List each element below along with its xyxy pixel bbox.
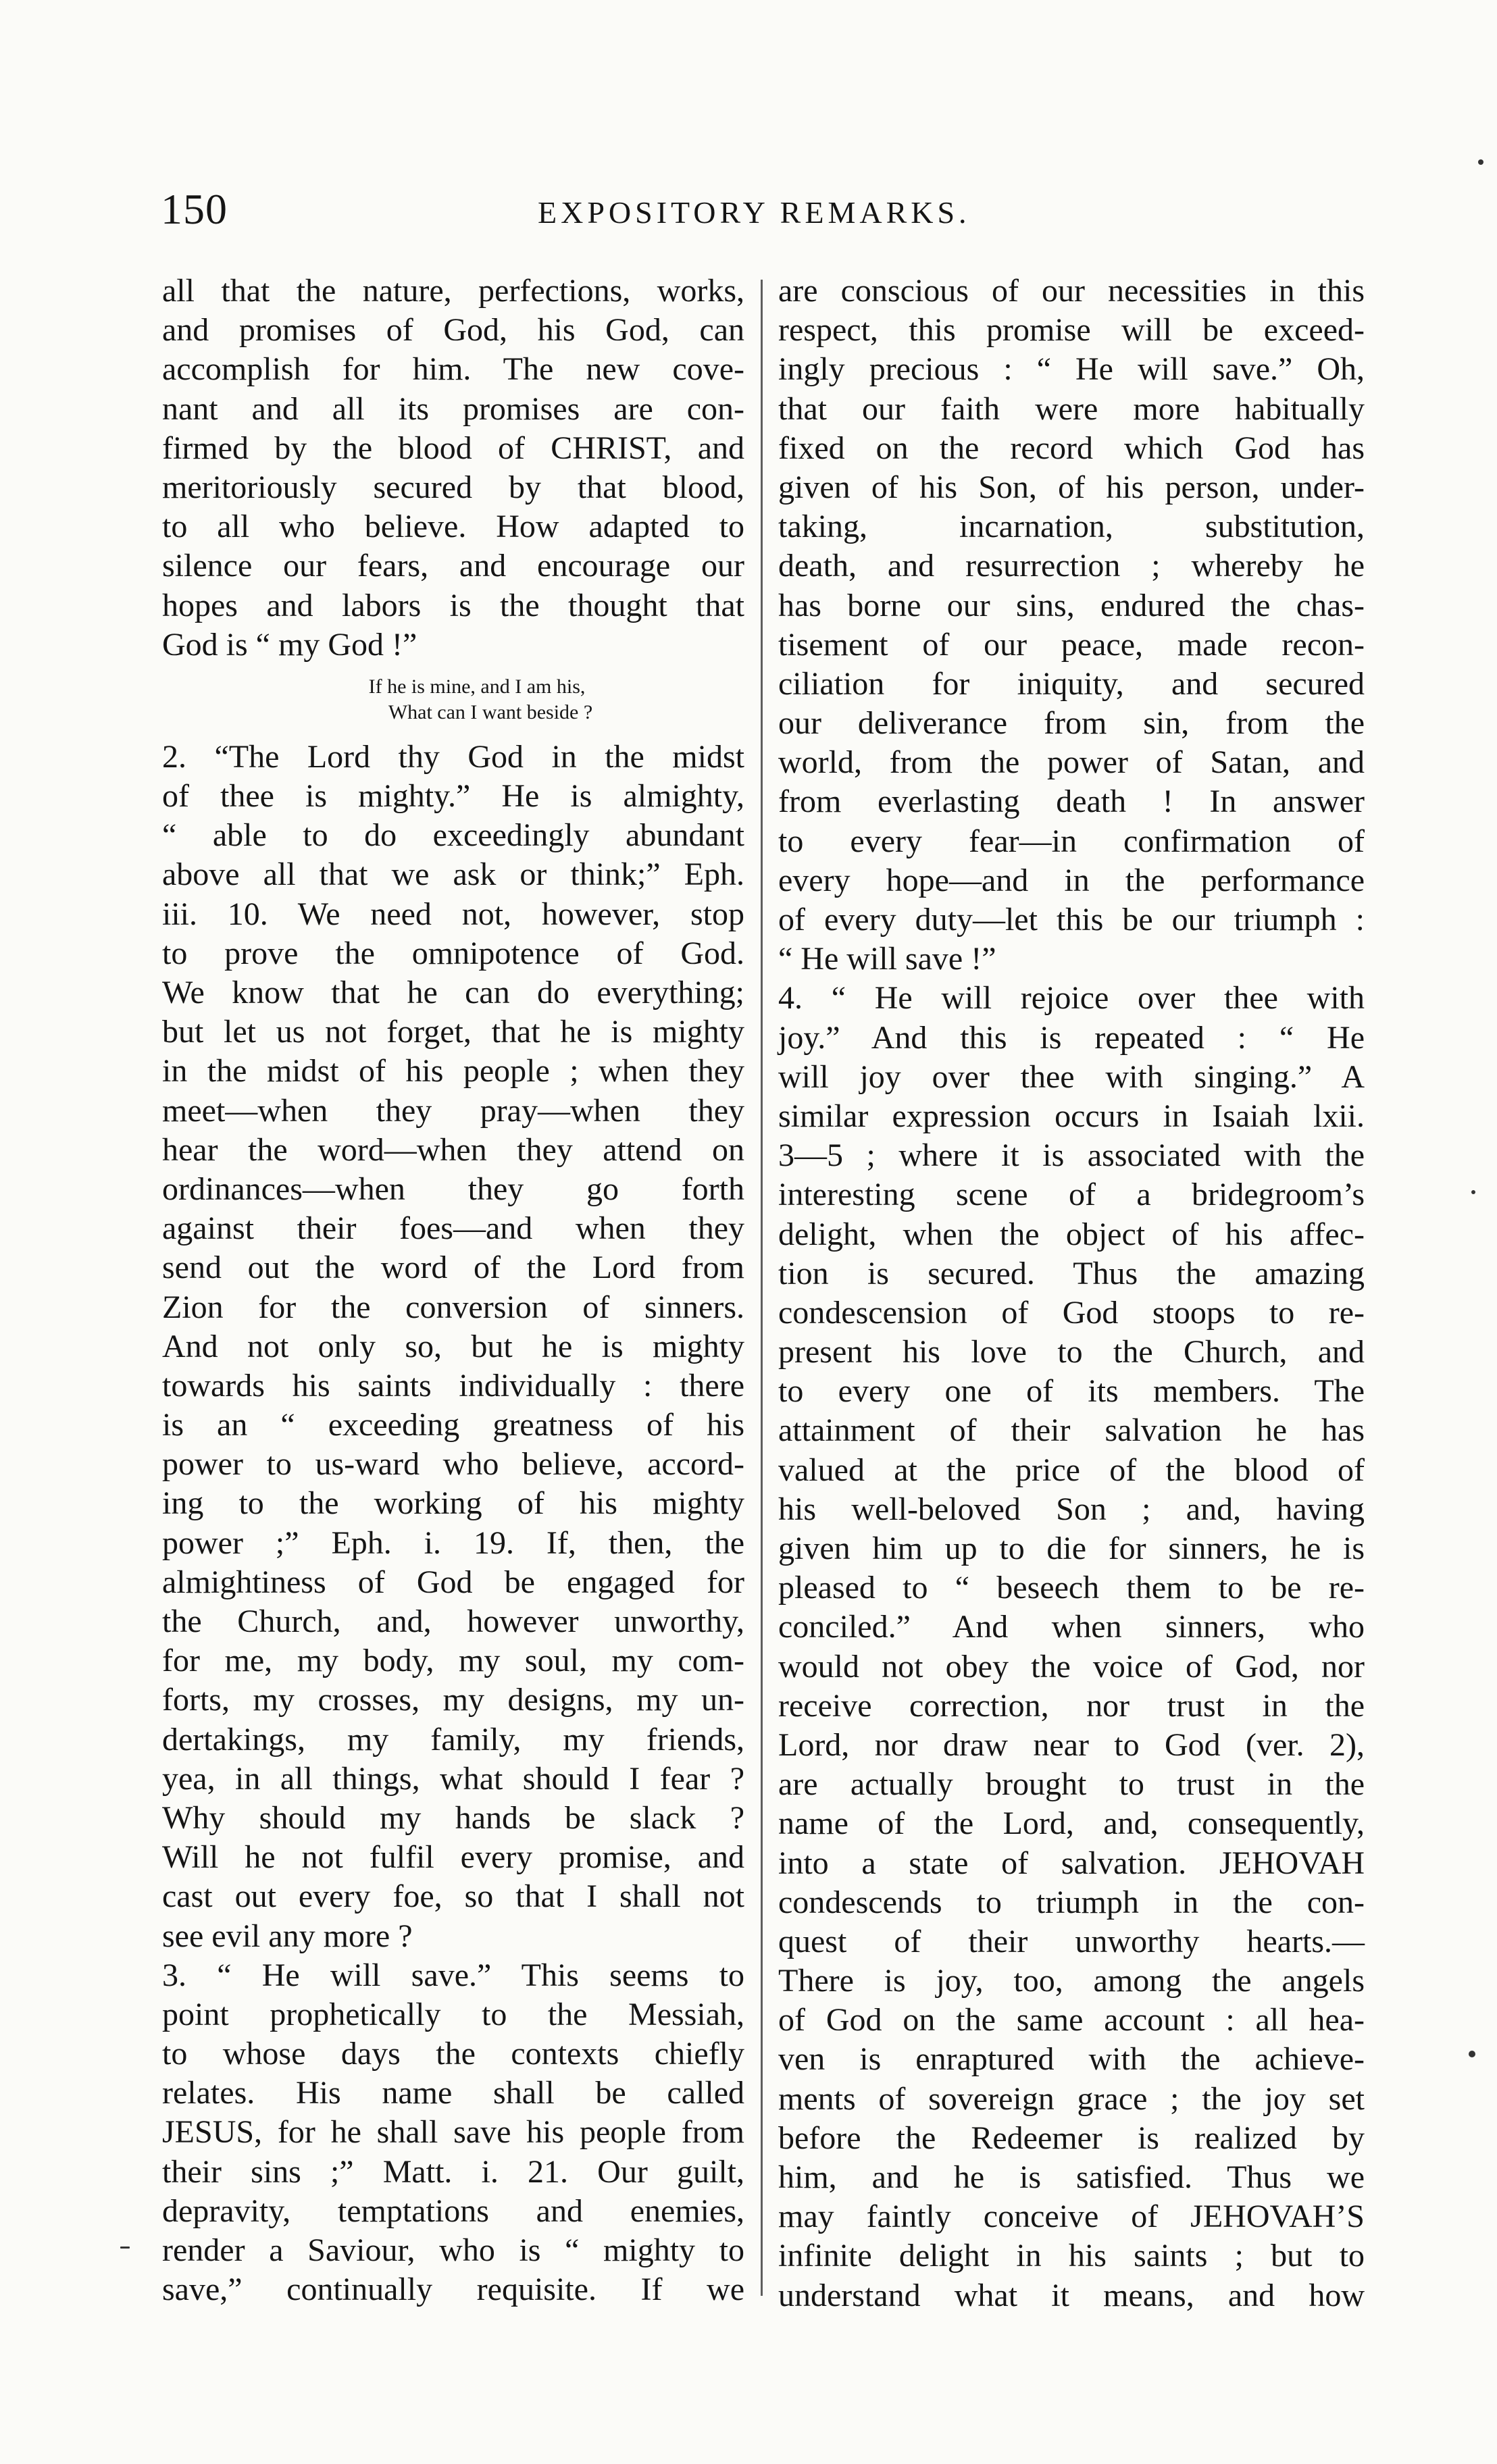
text-line: firmed by the blood of CHRIST, and: [162, 430, 744, 466]
text-line: every hope—and in the performance: [778, 862, 1365, 898]
text-line: forts, my crosses, my designs, my un-: [162, 1682, 744, 1718]
text-line: meritoriously secured by that blood,: [162, 469, 744, 505]
text-line: given of his Son, of his person, under-: [778, 469, 1365, 505]
text-line: receive correction, nor trust in the: [778, 1687, 1365, 1724]
text-line: would not obey the voice of God, nor: [778, 1648, 1365, 1685]
running-head: EXPOSITORY REMARKS.: [538, 195, 971, 230]
text-line: hopes and labors is the thought that: [162, 587, 744, 623]
text-line: his well-beloved Son ; and, having: [778, 1491, 1365, 1527]
text-line: hear the word—when they attend on: [162, 1131, 744, 1168]
text-line: ciliation for iniquity, and secured: [778, 665, 1365, 702]
text-line: There is joy, too, among the angels: [778, 1963, 1365, 1999]
text-line: ingly precious : “ He will save.” Oh,: [778, 351, 1365, 388]
stray-mark: [1478, 159, 1483, 165]
text-line: against their foes—and when they: [162, 1210, 744, 1247]
text-line: power ;” Eph. i. 19. If, then, the: [162, 1524, 744, 1561]
text-line: meet—when they pray—when they: [162, 1092, 744, 1129]
text-line: save,” continually requisite. If we: [162, 2272, 744, 2308]
text-line: infinite delight in his saints ; but to: [778, 2238, 1365, 2274]
text-line: God is “ my God !”: [162, 626, 417, 663]
text-line: their sins ;” Matt. i. 21. Our guilt,: [162, 2153, 744, 2190]
text-line: quest of their unworthy hearts.—: [778, 1923, 1365, 1959]
verse-line: What can I want beside ?: [388, 700, 593, 723]
right-column: [778, 272, 1365, 2315]
text-line: understand what it means, and how: [778, 2277, 1365, 2313]
text-line: conciled.” And when sinners, who: [778, 1609, 1365, 1645]
stray-mark: [120, 2247, 130, 2249]
text-line: Why should my hands be slack ?: [162, 1799, 744, 1836]
text-line: fixed on the record which God has: [778, 430, 1365, 466]
column-rule: [761, 280, 763, 2296]
stray-mark: [1471, 1190, 1475, 1194]
text-line: to prove the omnipotence of God.: [162, 935, 744, 971]
text-line: ordinances—when they go forth: [162, 1171, 744, 1207]
text-line: all that the nature, perfections, works,: [162, 273, 744, 309]
text-line: accomplish for him. The new cove-: [162, 351, 744, 388]
text-line: almightiness of God be engaged for: [162, 1564, 744, 1600]
text-line: We know that he can do everything;: [162, 975, 744, 1010]
text-line: iii. 10. We need not, however, stop: [162, 896, 744, 932]
text-line: power to us-ward who believe, accord-: [162, 1446, 744, 1483]
text-line: that our faith were more habitually: [778, 390, 1365, 427]
text-line: into a state of salvation. JEHOVAH: [778, 1845, 1365, 1881]
text-line: of thee is mighty.” He is almighty,: [162, 778, 744, 815]
text-line: 4. “ He will rejoice over thee with: [778, 980, 1365, 1017]
text-line: tisement of our peace, made recon-: [778, 626, 1365, 663]
text-line: the Church, and, however unworthy,: [162, 1603, 744, 1639]
text-line: before the Redeemer is realized by: [778, 2120, 1365, 2156]
text-line: world, from the power of Satan, and: [778, 744, 1365, 781]
text-line: him, and he is satisfied. Thus we: [778, 2159, 1365, 2195]
verse-quote: [162, 674, 744, 725]
text-line: above all that we ask or think;” Eph.: [162, 856, 744, 893]
text-line: render a Saviour, who is “ mighty to: [162, 2232, 744, 2268]
text-line: 3. “ He will save.” This seems to: [162, 1957, 744, 1993]
text-line: condescends to triumph in the con-: [778, 1884, 1365, 1920]
text-line: silence our fears, and encourage our: [162, 548, 744, 584]
text-line: relates. His name shall be called: [162, 2075, 744, 2111]
text-line: but let us not forget, that he is mighty: [162, 1014, 744, 1050]
text-line: delight, when the object of his affec-: [778, 1216, 1365, 1252]
text-line: ments of sovereign grace ; the joy set: [778, 2080, 1365, 2117]
text-line: “ He will save !”: [778, 941, 996, 977]
text-line: 3—5 ; where it is associated with the: [778, 1137, 1365, 1174]
verse-line: If he is mine, and I am his,: [368, 675, 586, 698]
text-line: similar expression occurs in Isaiah lxii.: [778, 1098, 1365, 1134]
text-line: depravity, temptations and enemies,: [162, 2192, 744, 2229]
text-line: point prophetically to the Messiah,: [162, 1996, 744, 2032]
text-line: nant and all its promises are con-: [162, 390, 744, 427]
text-line: present his love to the Church, and: [778, 1334, 1365, 1370]
text-line: ven is enraptured with the achieve-: [778, 2041, 1365, 2078]
text-line: towards his saints individually : there: [162, 1367, 744, 1404]
text-line: 2. “The Lord thy God in the midst: [162, 738, 744, 775]
text-line: and promises of God, his God, can: [162, 312, 744, 349]
text-line: tion is secured. Thus the amazing: [778, 1255, 1365, 1291]
text-line: pleased to “ beseech them to be re-: [778, 1570, 1365, 1606]
text-line: to every one of its members. The: [778, 1373, 1365, 1410]
text-line: JESUS, for he shall save his people from: [162, 2114, 744, 2151]
text-line: yea, in all things, what should I fear ?: [162, 1760, 744, 1797]
text-line: see evil any more ?: [162, 1918, 413, 1954]
text-line: name of the Lord, and, consequently,: [778, 1805, 1365, 1842]
text-line: may faintly conceive of JEHOVAH’S: [778, 2199, 1365, 2235]
text-line: cast out every foe, so that I shall not: [162, 1878, 744, 1915]
text-line: interesting scene of a bridegroom’s: [778, 1177, 1365, 1213]
text-line: death, and resurrection ; whereby he: [778, 548, 1365, 584]
text-line: joy.” And this is repeated : “ He: [778, 1019, 1365, 1056]
text-line: in the midst of his people ; when they: [162, 1053, 744, 1089]
text-line: to whose days the contexts chiefly: [162, 2036, 744, 2072]
text-line: valued at the price of the blood of: [778, 1452, 1365, 1488]
text-line: respect, this promise will be exceed-: [778, 312, 1365, 349]
text-line: has borne our sins, endured the chas-: [778, 587, 1365, 623]
text-line: to every fear—in confirmation of: [778, 823, 1365, 859]
text-line: send out the word of the Lord from: [162, 1250, 744, 1286]
text-line: given him up to die for sinners, he is: [778, 1531, 1365, 1566]
text-line: of God on the same account : all hea-: [778, 2002, 1365, 2038]
text-line: for me, my body, my soul, my com-: [162, 1643, 744, 1679]
text-line: are actually brought to trust in the: [778, 1766, 1365, 1803]
text-line: of every duty—let this be our triumph :: [778, 902, 1365, 938]
text-line: is an “ exceeding greatness of his: [162, 1407, 744, 1443]
left-column: [162, 272, 744, 2309]
text-line: Lord, nor draw near to God (ver. 2),: [778, 1726, 1365, 1763]
text-line: “ able to do exceedingly abundant: [162, 817, 744, 854]
text-line: taking, incarnation, substitution,: [778, 509, 1365, 545]
text-line: to all who believe. How adapted to: [162, 509, 744, 545]
text-line: And not only so, but he is mighty: [162, 1328, 744, 1364]
text-line: Will he not fulfil every promise, and: [162, 1839, 744, 1876]
text-line: ing to the working of his mighty: [162, 1485, 744, 1522]
text-line: are conscious of our necessities in this: [778, 273, 1365, 309]
text-line: our deliverance from sin, from the: [778, 705, 1365, 742]
page-number: 150: [161, 185, 228, 233]
text-line: from everlasting death ! In answer: [778, 784, 1365, 820]
text-line: attainment of their salvation he has: [778, 1412, 1365, 1449]
stray-mark: [1469, 2051, 1475, 2057]
text-line: Zion for the conversion of sinners.: [162, 1289, 744, 1325]
text-line: condescension of God stoops to re-: [778, 1294, 1365, 1331]
text-line: will joy over thee with singing.” A: [778, 1058, 1365, 1095]
text-line: dertakings, my family, my friends,: [162, 1721, 744, 1757]
